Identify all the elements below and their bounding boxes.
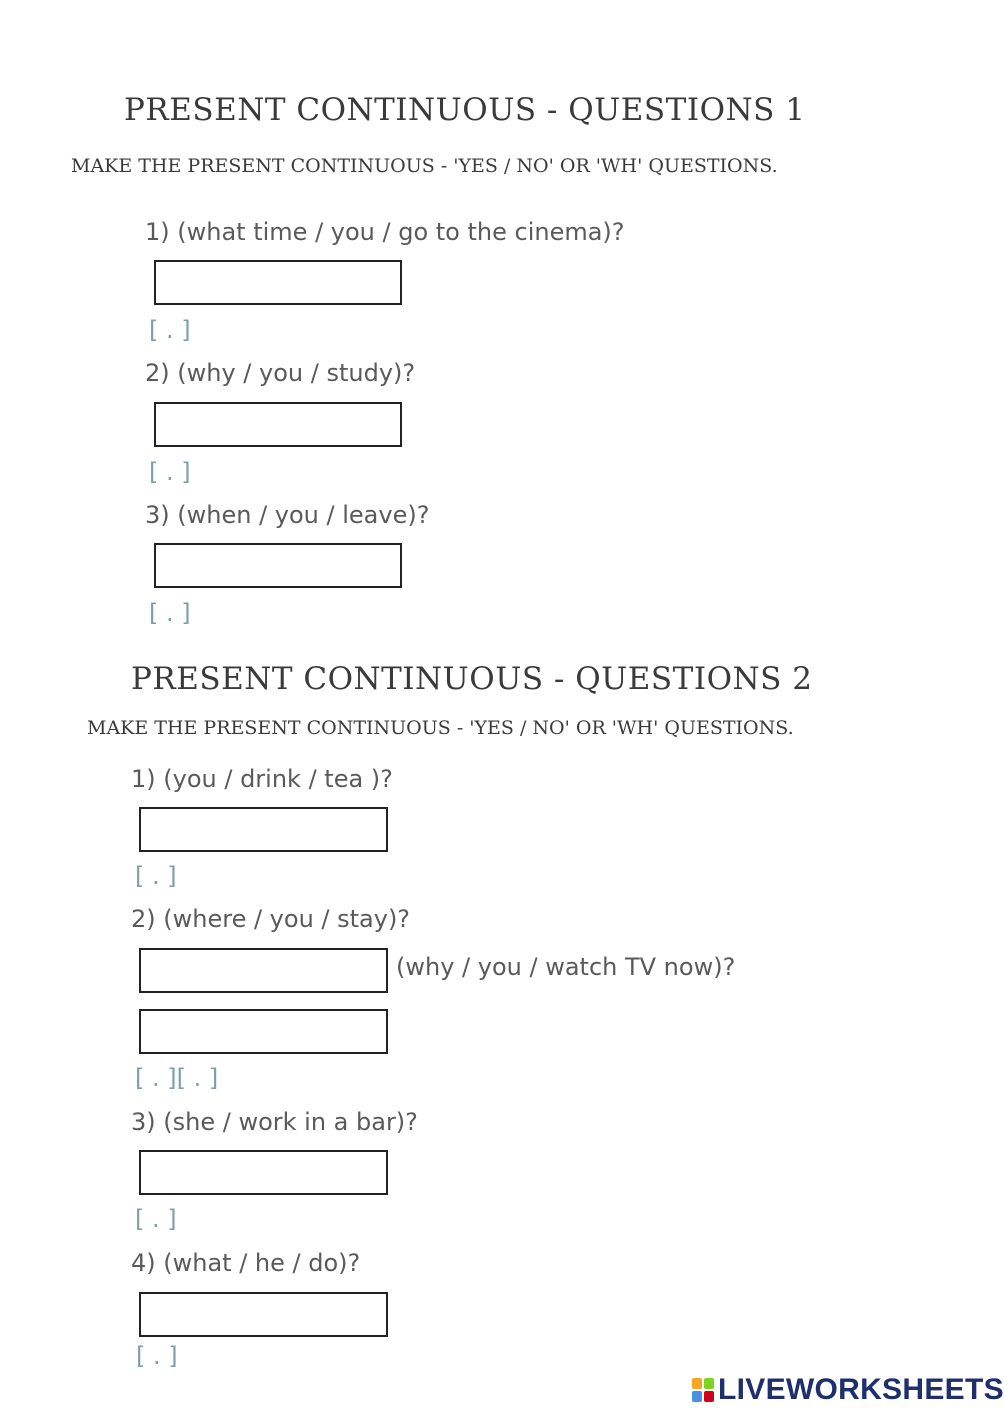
section2-check-2: [ . ][ . ] [135, 1064, 219, 1092]
brand-name: LIVEWORKSHEETS [718, 1373, 1004, 1406]
section1-check-3: [ . ] [149, 599, 191, 627]
section2-question-2-inline: (why / you / watch TV now)? [396, 953, 736, 981]
section2-title: PRESENT CONTINUOUS - QUESTIONS 2 [131, 661, 813, 697]
section2-check-4-clipped [136, 1342, 196, 1370]
section1-check-2: [ . ] [149, 458, 191, 486]
section1-instruction: MAKE THE PRESENT CONTINUOUS - 'YES / NO' OR 'WH' QUESTIONS. [71, 155, 778, 177]
section1-question-2: 2) (why / you / study)? [145, 359, 416, 387]
section2-answer-1-input[interactable] [139, 807, 388, 852]
section2-answer-2b-input[interactable] [139, 1009, 388, 1054]
section2-answer-4-input[interactable] [139, 1292, 388, 1337]
section2-check-4: [ . ] [136, 1342, 178, 1370]
liveworksheets-logo [692, 1373, 1004, 1407]
section1-title: PRESENT CONTINUOUS - QUESTIONS 1 [124, 92, 806, 128]
section2-question-2: 2) (where / you / stay)? [131, 905, 411, 933]
section1-answer-1-input[interactable] [154, 260, 402, 305]
section2-answer-2a-input[interactable] [139, 948, 388, 993]
section1-answer-2-input[interactable] [154, 402, 402, 447]
section2-instruction: MAKE THE PRESENT CONTINUOUS - 'YES / NO' OR 'WH' QUESTIONS. [87, 717, 794, 739]
section1-answer-3-input[interactable] [154, 543, 402, 588]
section2-question-4: 4) (what / he / do)? [131, 1249, 361, 1277]
section2-question-1: 1) (you / drink / tea )? [131, 765, 393, 793]
liveworksheets-logo-icon [692, 1378, 714, 1402]
section2-question-3: 3) (she / work in a bar)? [131, 1108, 418, 1136]
section2-check-1: [ . ] [135, 862, 177, 890]
section1-question-3: 3) (when / you / leave)? [145, 501, 430, 529]
section2-answer-3-input[interactable] [139, 1150, 388, 1195]
section1-question-1: 1) (what time / you / go to the cinema)? [145, 218, 625, 246]
section1-check-1: [ . ] [149, 316, 191, 344]
section2-check-3: [ . ] [135, 1205, 177, 1233]
